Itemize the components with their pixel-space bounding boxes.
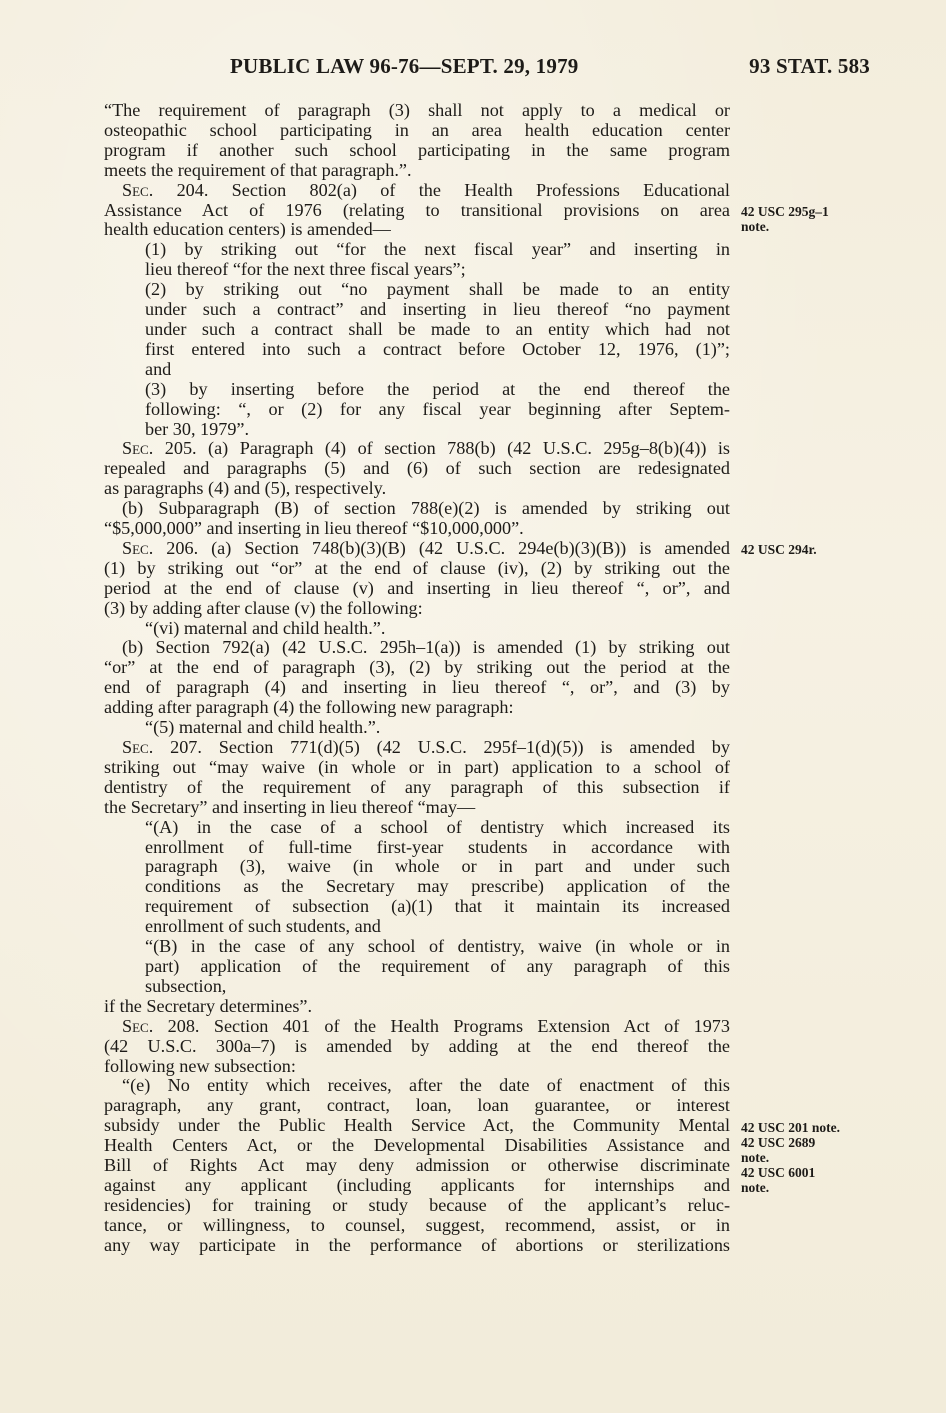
- text-line: adding after paragraph (4) the following new paragraph:: [104, 697, 514, 718]
- text-line: “The requirement of paragraph (3) shall not apply to a medical or: [104, 100, 730, 120]
- text-line: Sec. 207. Section 771(d)(5) (42 U.S.C. 295f–1(d)(5)) is amended by: [122, 737, 730, 757]
- margin-citation-line: note.: [741, 1179, 770, 1195]
- statute-body-text: [104, 101, 730, 1256]
- text-line: (3) by adding after clause (v) the following:: [104, 597, 423, 618]
- text-line: program if another such school participating in the same program: [104, 139, 730, 160]
- text-line: (3) by inserting before the period at the end thereof the: [145, 378, 730, 399]
- text-line: end of paragraph (4) and inserting in lieu thereof “, or”, and (3) by: [104, 677, 730, 698]
- text-line: enrollment of such students, and: [145, 916, 381, 937]
- text-line: residencies) for training or study because of the applicant’s reluc-: [104, 1194, 730, 1215]
- text-line: against any applicant (including applicants for internships and: [104, 1174, 730, 1195]
- text-line: under such a contract” and inserting in lieu thereof “no payment: [145, 299, 730, 320]
- text-line: osteopathic school participating in an area health education center: [104, 119, 730, 140]
- section-label: Sec.: [122, 438, 154, 459]
- text-line: under such a contract shall be made to an entity which had not: [145, 318, 730, 339]
- text-line: (1) by striking out “for the next fiscal year” and inserting in: [145, 239, 730, 260]
- margin-citation: [741, 542, 817, 557]
- text-line: if the Secretary determines”.: [104, 995, 313, 1016]
- text-line: meets the requirement of that paragraph.”.: [104, 159, 412, 180]
- text-line: repealed and paragraphs (5) and (6) of such section are redesignated: [104, 458, 730, 479]
- text-line: any way participate in the performance of abortions or sterilizations: [104, 1234, 730, 1255]
- margin-citation-line: 42 USC 6001: [741, 1164, 816, 1180]
- text-line: requirement of subsection (a)(1) that it maintain its increased: [145, 896, 730, 917]
- margin-citation: [741, 1120, 840, 1195]
- text-line: Sec. 206. (a) Section 748(b)(3)(B) (42 U.S.C. 294e(b)(3)(B)) is amended: [122, 537, 730, 558]
- text-line: enrollment of full-time first-year students in accordance with: [145, 836, 730, 857]
- text-line: Sec. 205. (a) Paragraph (4) of section 788(b) (42 U.S.C. 295g–8(b)(4)) is: [122, 438, 730, 459]
- text-line: (42 U.S.C. 300a–7) is amended by adding at the end thereof the: [104, 1035, 730, 1056]
- text-line: first entered into such a contract before October 12, 1976, (1)”;: [145, 338, 730, 359]
- text-line: “(A) in the case of a school of dentistry which increased its: [145, 816, 730, 837]
- text-line: part) application of the requirement of any paragraph of this: [145, 955, 730, 976]
- text-line: tance, or willingness, to counsel, suggest, recommend, assist, or in: [104, 1214, 730, 1235]
- text-line: Bill of Rights Act may deny admission or otherwise discriminate: [104, 1155, 730, 1176]
- section-label: Sec.: [122, 179, 154, 200]
- margin-citation-line: 42 USC 295g–1: [741, 203, 829, 219]
- text-line: paragraph (3), waive (in whole or in part and under such: [145, 856, 730, 877]
- statute-page-reference: 93 STAT. 583: [749, 54, 870, 78]
- section-label: Sec.: [122, 1015, 154, 1036]
- text-line: “(vi) maternal and child health.”.: [145, 617, 386, 638]
- text-line: period at the end of clause (v) and inserting in lieu thereof “, or”, and: [104, 577, 730, 598]
- text-line: subsection,: [145, 975, 227, 996]
- text-line: Sec. 208. Section 401 of the Health Programs Extension Act of 1973: [122, 1015, 730, 1036]
- margin-citation-line: note.: [741, 1149, 770, 1165]
- text-line: Sec. 204. Section 802(a) of the Health Professions Educational: [122, 179, 730, 200]
- margin-citation: [741, 204, 829, 234]
- section-label: Sec.: [122, 537, 154, 558]
- text-line: the Secretary” and inserting in lieu thereof “may—: [104, 796, 476, 817]
- running-head: PUBLIC LAW 96-76—SEPT. 29, 1979: [230, 54, 579, 78]
- text-line: subsidy under the Public Health Service Act, the Community Mental: [104, 1115, 730, 1136]
- text-line: as paragraphs (4) and (5), respectively.: [104, 478, 387, 499]
- text-line: (b) Section 792(a) (42 U.S.C. 295h–1(a)) is amended (1) by striking out: [122, 637, 730, 658]
- text-line: following: “, or (2) for any fiscal year beginning after Septem-: [145, 398, 730, 419]
- text-line: “$5,000,000” and inserting in lieu thereof “$10,000,000”.: [104, 518, 524, 539]
- text-line: striking out “may waive (in whole or in part) application to a school of: [104, 756, 730, 777]
- text-line: and: [145, 358, 172, 379]
- text-line: “(e) No entity which receives, after the date of enactment of this: [122, 1075, 730, 1096]
- text-line: ber 30, 1979”.: [145, 418, 250, 439]
- section-label: Sec.: [122, 737, 154, 757]
- text-line: Assistance Act of 1976 (relating to transitional provisions on area: [104, 199, 730, 220]
- text-line: conditions as the Secretary may prescribe) application of the: [145, 876, 730, 897]
- text-line: dentistry of the requirement of any paragraph of this subsection if: [104, 776, 730, 797]
- text-line: (2) by striking out “no payment shall be made to an entity: [145, 279, 730, 300]
- text-line: “(5) maternal and child health.”.: [145, 717, 381, 738]
- text-line: “or” at the end of paragraph (3), (2) by striking out the period at the: [104, 657, 730, 678]
- margin-citation-line: note.: [741, 218, 770, 234]
- text-line: paragraph, any grant, contract, loan, loan guarantee, or interest: [104, 1095, 730, 1116]
- text-line: following new subsection:: [104, 1055, 296, 1076]
- margin-citation-line: 42 USC 2689: [741, 1134, 816, 1150]
- text-line: Health Centers Act, or the Developmental Disabilities Assistance and: [104, 1135, 730, 1156]
- text-line: (b) Subparagraph (B) of section 788(e)(2) is amended by striking out: [122, 498, 730, 519]
- text-line: lieu thereof “for the next three fiscal years”;: [145, 259, 466, 280]
- page-header: [230, 54, 870, 84]
- text-line: (1) by striking out “or” at the end of clause (iv), (2) by striking out the: [104, 557, 730, 578]
- margin-citation-line: 42 USC 201 note.: [741, 1119, 841, 1135]
- text-line: “(B) in the case of any school of dentistry, waive (in whole or in: [145, 936, 730, 957]
- text-line: health education centers) is amended—: [104, 219, 391, 240]
- margin-citation-line: 42 USC 294r.: [741, 542, 817, 558]
